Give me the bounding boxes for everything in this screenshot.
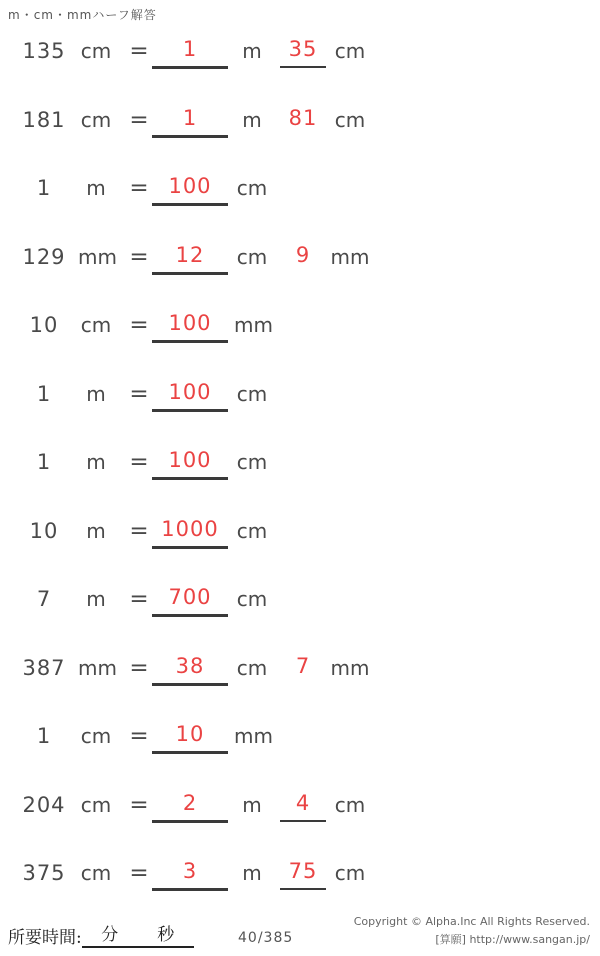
problem-unit: mm	[78, 655, 117, 680]
answer-unit: cm	[236, 587, 268, 611]
answer2-blank: 75	[280, 856, 326, 890]
problem-unit: cm	[80, 792, 112, 817]
answer-blank: 1	[152, 34, 228, 69]
answer2-unit: cm	[334, 107, 366, 132]
answer2-blank: 4	[280, 788, 326, 822]
copyright-line2: [算願] http://www.sangan.jp/	[435, 933, 590, 946]
answer-unit: m	[242, 861, 262, 885]
equals-sign: =	[129, 312, 149, 338]
seconds-label: 秒	[157, 925, 175, 945]
equals-sign: =	[129, 860, 149, 886]
equals-sign: =	[129, 449, 149, 475]
elapsed-time-field	[8, 922, 194, 948]
problem-unit: cm	[80, 724, 112, 748]
copyright-notice	[354, 913, 590, 949]
answer-unit: cm	[236, 518, 268, 543]
equals-sign: =	[129, 791, 149, 818]
problem-value: 129	[22, 244, 66, 269]
elapsed-time-blank	[82, 922, 194, 948]
answer-unit: cm	[236, 381, 268, 406]
answer2-unit: mm	[330, 655, 370, 680]
answer2-unit: cm	[334, 792, 366, 817]
problem-value: 375	[22, 861, 66, 885]
equals-sign: =	[129, 517, 149, 544]
answer-blank: 700	[152, 582, 228, 617]
equals-sign: =	[129, 380, 149, 407]
problem-unit: cm	[80, 861, 112, 885]
copyright-line1: Copyright © Alpha.Inc All Rights Reserved.	[353, 915, 590, 928]
problem-row	[0, 377, 600, 411]
problem-unit: mm	[78, 244, 117, 269]
problem-value: 181	[22, 107, 66, 132]
page-title: m・cm・mmハーフ解答	[8, 8, 157, 22]
problem-unit: m	[86, 381, 106, 406]
problem-row	[0, 171, 600, 205]
problem-value: 135	[22, 39, 66, 63]
answer-blank: 1	[152, 103, 228, 138]
problem-row	[0, 34, 600, 68]
problem-unit: cm	[80, 313, 112, 337]
answer2-blank: 81	[288, 105, 318, 130]
problem-row	[0, 308, 600, 342]
answer-unit: cm	[236, 450, 268, 474]
problem-row	[0, 514, 600, 548]
answer2-unit: cm	[334, 861, 366, 885]
answer-blank: 100	[152, 171, 228, 206]
problem-row	[0, 856, 600, 890]
answer2-unit: cm	[334, 39, 366, 63]
answer-blank: 3	[152, 856, 228, 891]
problem-unit: cm	[80, 107, 112, 132]
problem-value: 204	[22, 792, 66, 817]
problem-value: 1	[36, 381, 52, 406]
problem-row	[0, 240, 600, 274]
answer-blank: 2	[152, 788, 228, 823]
answer2-blank: 35	[280, 34, 326, 68]
problem-row	[0, 103, 600, 137]
equals-sign: =	[129, 654, 149, 681]
answer-unit: mm	[234, 724, 273, 748]
page-number: 40/385	[238, 930, 294, 946]
problem-row	[0, 582, 600, 616]
elapsed-time-label: 所要時間:	[8, 928, 82, 948]
equals-sign: =	[129, 243, 149, 270]
problem-unit: m	[86, 450, 106, 474]
equals-sign: =	[129, 106, 149, 133]
problem-value: 10	[29, 313, 59, 337]
answer-blank: 10	[152, 719, 228, 754]
problem-value: 1	[36, 450, 52, 474]
problem-row	[0, 445, 600, 479]
problem-value: 10	[29, 518, 59, 543]
problem-value: 387	[22, 655, 66, 680]
problem-unit: cm	[80, 39, 112, 63]
equals-sign: =	[129, 723, 149, 749]
minutes-label: 分	[101, 925, 119, 945]
answer-unit: mm	[234, 313, 273, 337]
answer-blank: 100	[152, 308, 228, 343]
answer-blank: 1000	[152, 514, 228, 549]
answer-blank: 12	[152, 240, 228, 275]
problem-unit: m	[86, 587, 106, 611]
problem-unit: m	[86, 176, 106, 200]
answer-blank: 38	[152, 651, 228, 686]
answer-unit: m	[242, 39, 262, 63]
problem-value: 1	[36, 176, 52, 200]
problem-row	[0, 788, 600, 822]
answer-unit: m	[242, 792, 262, 817]
problem-row	[0, 651, 600, 685]
answer-unit: cm	[236, 655, 268, 680]
equals-sign: =	[129, 586, 149, 612]
answer-unit: cm	[236, 244, 268, 269]
equals-sign: =	[129, 175, 149, 201]
answer-unit: m	[242, 107, 262, 132]
answer2-unit: mm	[330, 244, 370, 269]
answer2-blank: 7	[295, 653, 311, 678]
answer-blank: 100	[152, 445, 228, 480]
problem-unit: m	[86, 518, 106, 543]
answer2-blank: 9	[295, 242, 311, 267]
problem-row	[0, 719, 600, 753]
problem-value: 7	[36, 587, 52, 611]
problem-value: 1	[36, 724, 52, 748]
answer-blank: 100	[152, 377, 228, 412]
answer-unit: cm	[236, 176, 268, 200]
equals-sign: =	[129, 38, 149, 64]
